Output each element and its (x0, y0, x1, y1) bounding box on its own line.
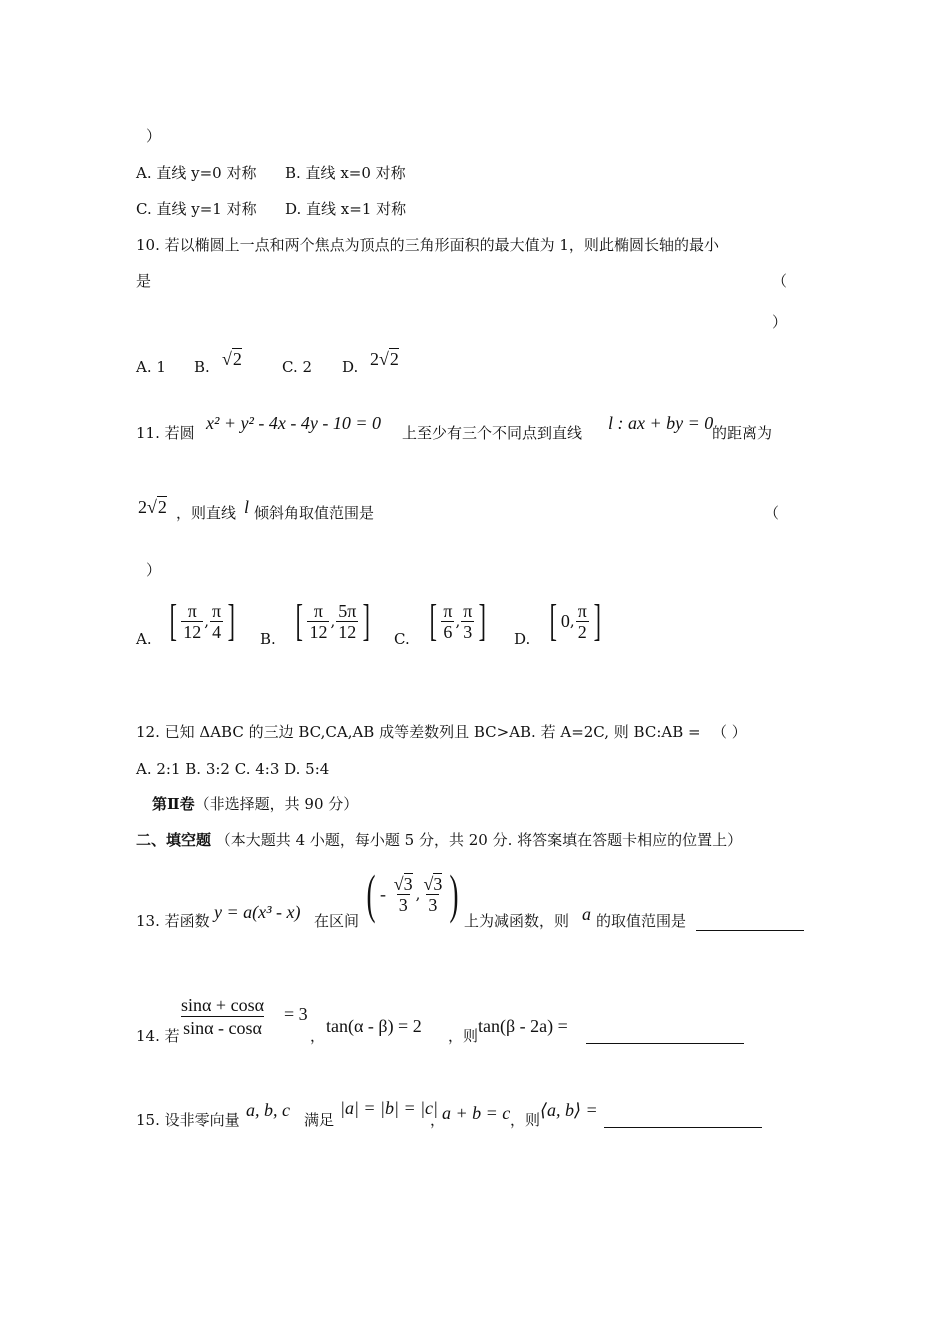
q10-paren-close: ） (772, 313, 788, 331)
q13-answer-blank[interactable] (696, 911, 804, 931)
q11-circle-equation: x² + y² - 4x - 4y - 10 = 0 (206, 413, 382, 433)
q10-text-line1: 10. 若以椭圆上一点和两个焦点为顶点的三角形面积的最大值为 1，则此椭圆长轴的最小 (136, 236, 719, 254)
q13-suffix2: 的取值范围是 (596, 912, 687, 930)
q11-middle-text: 上至少有三个不同点到直线 (402, 424, 583, 442)
q9-paren-close: ） (146, 127, 162, 145)
q10-option-c: C. 2 (282, 358, 313, 376)
q14-target: tan(β - 2a) = (478, 1016, 568, 1036)
q9-option-d: D. 直线 x=1 对称 (285, 200, 407, 218)
q15-prefix: 15. 设非零向量 (136, 1111, 240, 1129)
q11-paren-close: ） (146, 561, 162, 579)
q11-option-c: C. [ $\frac{\pi}{6}$ , $\frac{\pi}{3}$ ] (394, 596, 487, 648)
q11-suffix: 的距离为 (712, 424, 773, 442)
q14-comma: ， (310, 1027, 326, 1045)
q15-answer-blank[interactable] (604, 1108, 762, 1128)
q13-prefix: 13. 若函数 (136, 912, 210, 930)
q11-line2-rest: 倾斜角取值范围是 (254, 504, 375, 522)
q15-then: ，则 (510, 1111, 541, 1129)
q10-option-a: A. 1 (136, 358, 166, 376)
q15-comma: ， (430, 1111, 446, 1129)
q10-option-b: B. (194, 358, 210, 376)
q14-prefix: 14. 若 (136, 1027, 180, 1045)
q11-line2-text: ，则直线 (176, 504, 237, 522)
q14-tan-equation: tan(α - β) = 2 (326, 1016, 422, 1036)
q10-option-d: D. (342, 358, 359, 376)
q10-text-line2: 是 (136, 272, 152, 290)
q13-suffix: 上为减函数，则 (464, 912, 570, 930)
q14-fraction: $\frac{\sin\alpha + \cos\alpha}{\sin\alpha - \cos\alpha}$ (181, 995, 265, 1038)
q9-option-a: A. 直线 y=0 对称 (136, 164, 257, 182)
q14-then: ，则 (448, 1027, 479, 1045)
q10-option-b-sqrt: √2 (222, 349, 242, 369)
q12-options: A. 2:1 B. 3:2 C. 4:3 D. 5:4 (136, 760, 330, 778)
q11-option-d: D. [ 0 , $\frac{\pi}{2}$ ] (514, 596, 601, 648)
q15-satisfy: 满足 (304, 1111, 335, 1129)
q10-option-d-sqrt: 2√2 (370, 349, 399, 369)
q13-function: y = a(x³ - x) (214, 902, 301, 922)
section2-title-note: （非选择题，共 90 分） (194, 795, 359, 813)
q9-option-c: C. 直线 y=1 对称 (136, 200, 257, 218)
section2-title: 第Ⅱ卷 (152, 795, 195, 813)
q13-var-a: a (582, 904, 591, 924)
q14-answer-blank[interactable] (586, 1024, 744, 1044)
q15-angle: ⟨a, b⟩ = (540, 1100, 598, 1120)
q11-option-a: A. [ $\frac{\pi}{12}$ , $\frac{\pi}{4}$ ] (136, 596, 236, 648)
q15-sum-equation: a + b = c (442, 1103, 511, 1123)
q15-abs-equation: |a| = |b| = |c| (340, 1098, 438, 1118)
q12-paren: （ ） (712, 723, 747, 741)
q14-equals-3: = 3 (284, 1004, 308, 1024)
fill-section-note: （本大题共 4 小题，每小题 5 分，共 20 分. 将答案填在答题卡相应的位置上） (215, 831, 743, 849)
q11-line2-l: l (244, 497, 250, 517)
fill-section-heading (136, 830, 742, 850)
q15-vectors: a, b, c (246, 1100, 290, 1120)
fill-section-title: 二、填空题 (136, 831, 212, 849)
q12-text: 12. 已知 ΔABC 的三边 BC,CA,AB 成等差数列且 BC>AB. 若 A=2C, 则 BC:AB = (136, 723, 701, 741)
q9-option-b: B. 直线 x=0 对称 (285, 164, 406, 182)
q11-line-equation: l : ax + by = 0 (608, 413, 714, 433)
q11-distance: 2√2 (138, 497, 167, 517)
q11-paren-open: （ (764, 504, 780, 522)
q13-interval: ( - $\frac{√3}{3}$ , $\frac{√3}{3}$ ) (366, 864, 459, 924)
q11-option-b: B. [ $\frac{\pi}{12}$ , $\frac{5\pi}{12}$ ] (260, 596, 371, 648)
section2-heading (152, 794, 358, 814)
q13-middle: 在区间 (314, 912, 360, 930)
q11-prefix: 11. 若圆 (136, 424, 195, 442)
q10-paren-open: （ (772, 272, 788, 290)
